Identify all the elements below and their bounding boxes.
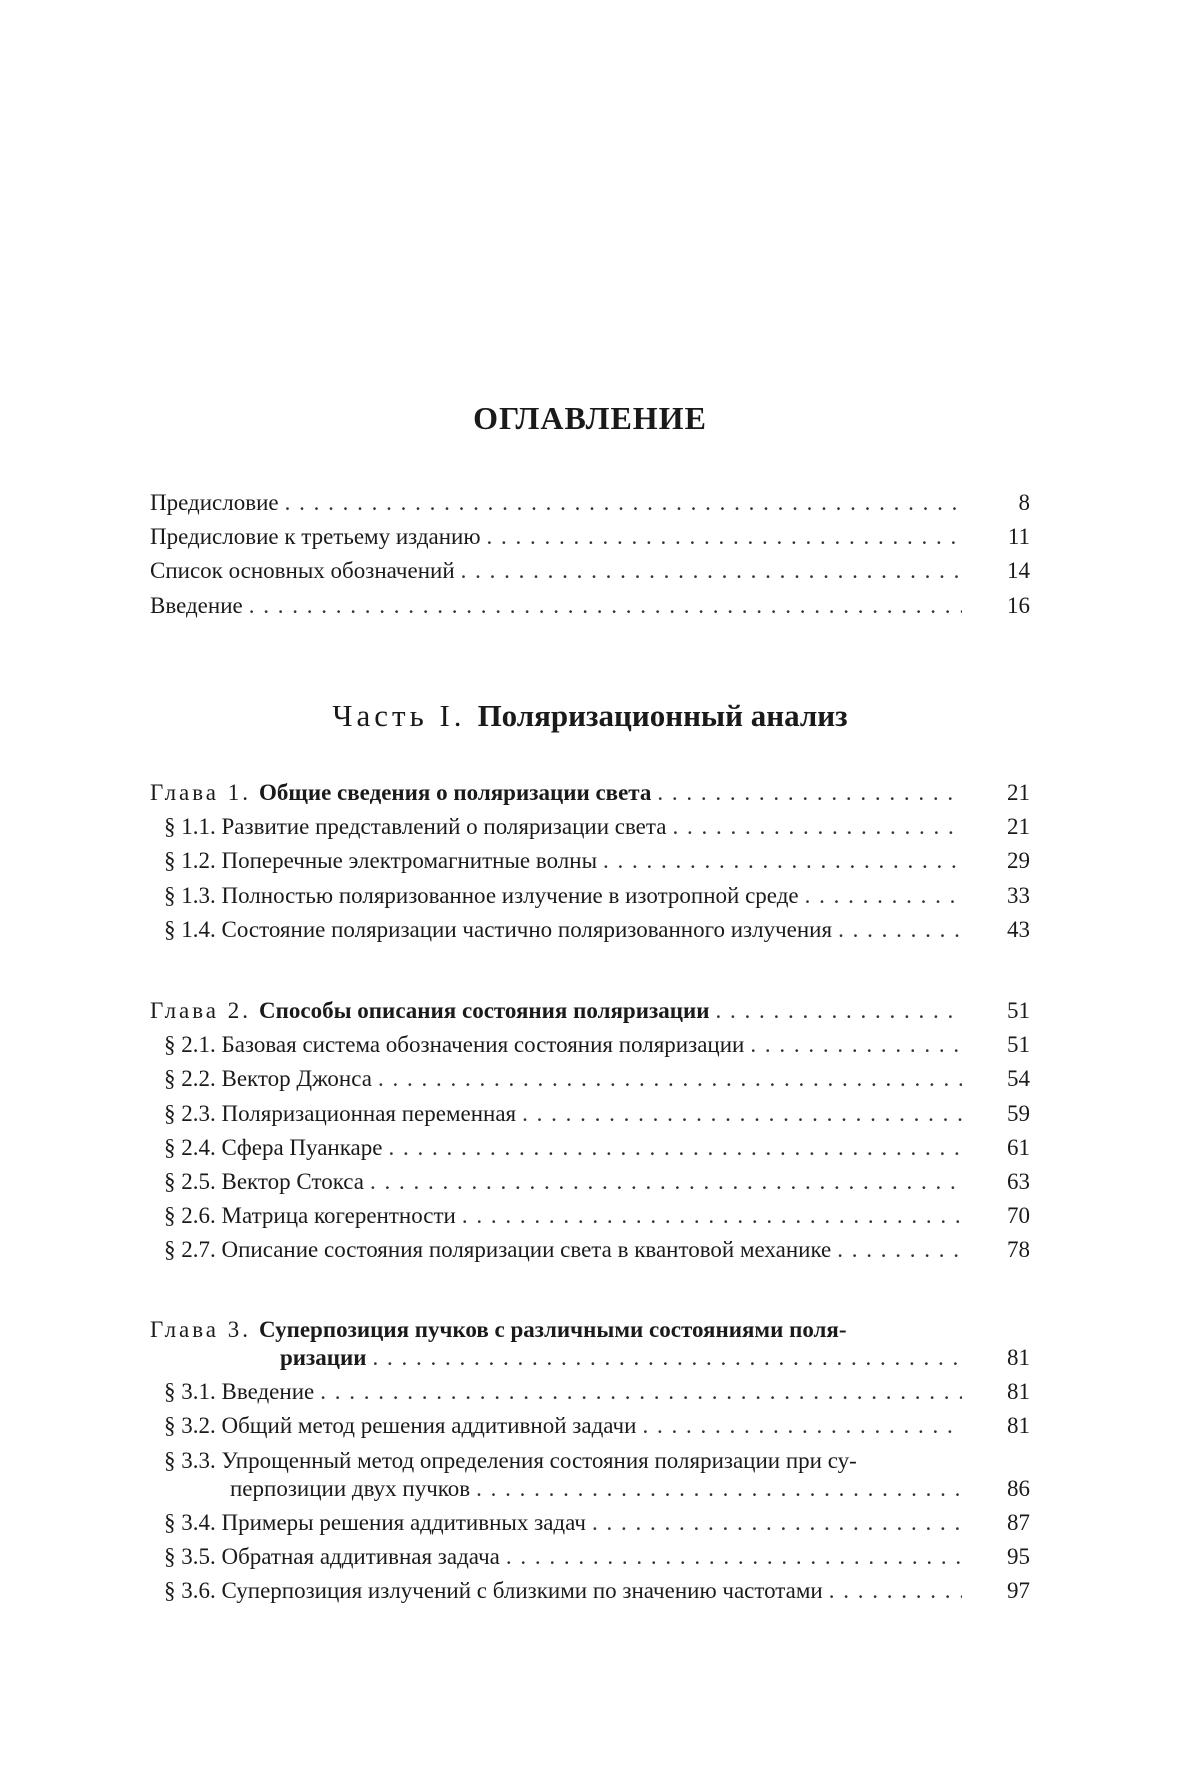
section-entry-line1[interactable] <box>150 1448 1030 1476</box>
leader-dots <box>837 1237 962 1263</box>
leader-dots <box>672 814 962 840</box>
leader-dots <box>249 593 962 619</box>
leader-dots <box>461 558 962 584</box>
section-label: § 3.6. Суперпозиция излучений с близкими по значению частотами <box>164 1578 823 1604</box>
page-number: 21 <box>1007 814 1030 840</box>
leader-dots <box>603 848 962 874</box>
page-number: 14 <box>1007 558 1030 584</box>
leader-dots <box>522 1101 962 1127</box>
page-number: 33 <box>1007 882 1030 908</box>
chapter-3-block <box>150 1317 1030 1612</box>
section-label: § 2.3. Поляризационная переменная <box>164 1100 517 1126</box>
leader-dots <box>370 1169 962 1195</box>
section-entry[interactable] <box>150 1578 1030 1612</box>
section-label: § 2.4. Сфера Пуанкаре <box>164 1134 383 1160</box>
section-entry[interactable] <box>150 1101 1030 1135</box>
leader-dots <box>838 917 962 943</box>
front-matter-list <box>150 490 1030 627</box>
leader-dots <box>642 1413 962 1439</box>
page-number: 81 <box>1007 1379 1030 1405</box>
page-number: 21 <box>1007 780 1030 805</box>
leader-dots <box>320 1379 962 1405</box>
section-label: § 2.6. Матрица когерентности <box>164 1203 456 1229</box>
page-number: 86 <box>1007 1475 1030 1501</box>
section-entry[interactable] <box>150 883 1030 917</box>
section-label: § 1.1. Развитие представлений о поляризации света <box>164 814 667 840</box>
section-entry[interactable] <box>150 1237 1030 1271</box>
page-number: 87 <box>1007 1509 1030 1535</box>
section-entry[interactable] <box>150 1066 1030 1100</box>
section-entry[interactable] <box>150 917 1030 951</box>
page-number: 63 <box>1007 1168 1030 1194</box>
chapter-1-block <box>150 780 1030 951</box>
leader-dots <box>829 1578 962 1604</box>
section-entry[interactable] <box>150 1510 1030 1544</box>
page-number: 11 <box>1007 524 1030 550</box>
toc-title: ОГЛАВЛЕНИЕ <box>473 400 707 436</box>
leader-dots <box>506 1544 962 1570</box>
section-entry[interactable] <box>150 848 1030 882</box>
toc-entry[interactable] <box>150 490 1030 524</box>
page-number: 97 <box>1007 1578 1030 1604</box>
page-number: 95 <box>1007 1543 1030 1569</box>
section-label: § 2.7. Описание состояния поляризации света в квантовой механике <box>164 1237 832 1263</box>
toc-entry[interactable] <box>150 558 1030 592</box>
section-entry[interactable] <box>150 1032 1030 1066</box>
leader-dots <box>715 998 962 1024</box>
section-entry[interactable] <box>150 1169 1030 1203</box>
section-entry[interactable] <box>150 1203 1030 1237</box>
chapter-name-continued: ризации <box>280 1345 367 1370</box>
chapter-entry-line2[interactable] <box>150 1345 1030 1379</box>
leader-dots <box>378 1066 962 1092</box>
page-number: 70 <box>1007 1203 1030 1229</box>
section-label: § 3.1. Введение <box>164 1379 315 1405</box>
leader-dots <box>373 1345 962 1371</box>
leader-dots <box>657 780 962 806</box>
section-label: § 3.5. Обратная аддитивная задача <box>164 1543 500 1569</box>
section-label: § 2.1. Базовая система обозначения состояния поляризации <box>164 1032 745 1058</box>
chapter-2-block <box>150 998 1030 1272</box>
page-number: 78 <box>1007 1237 1030 1263</box>
page-number: 16 <box>1007 592 1030 618</box>
part-label: Часть I. <box>332 698 466 733</box>
section-entry[interactable] <box>150 814 1030 848</box>
toc-entry[interactable] <box>150 524 1030 558</box>
section-label: § 1.3. Полностью поляризованное излучение в изотропной среде <box>164 882 799 908</box>
leader-dots <box>592 1510 962 1536</box>
page-number: 54 <box>1007 1066 1030 1092</box>
page-number: 8 <box>1018 490 1030 515</box>
part-title <box>150 698 1030 734</box>
section-label: § 3.2. Общий метод решения аддитивной задачи <box>164 1413 637 1439</box>
leader-dots <box>476 1476 962 1502</box>
part-name: Поляризационный анализ <box>477 698 848 733</box>
section-entry[interactable] <box>150 1379 1030 1413</box>
section-label: § 2.2. Вектор Джонса <box>164 1066 372 1092</box>
entry-label: Список основных обозначений <box>150 558 455 584</box>
chapter-label: Глава 2. <box>150 998 252 1023</box>
leader-dots <box>750 1032 962 1058</box>
leader-dots <box>487 524 962 550</box>
page-number: 59 <box>1007 1100 1030 1126</box>
page-number: 81 <box>1007 1413 1030 1439</box>
section-entry[interactable] <box>150 1413 1030 1447</box>
page-number: 43 <box>1007 916 1030 942</box>
leader-dots <box>462 1203 962 1229</box>
leader-dots <box>285 490 962 516</box>
section-label: § 3.3. Упрощенный метод определения состояния поляризации при су- <box>164 1447 857 1473</box>
chapter-label: Глава 1. <box>150 780 252 805</box>
leader-dots <box>388 1135 962 1161</box>
section-label: § 3.4. Примеры решения аддитивных задач <box>164 1509 586 1535</box>
entry-label: Введение <box>150 592 243 618</box>
section-label-continued: перпозиции двух пучков <box>230 1475 471 1501</box>
chapter-name: Суперпозиция пучков с различными состояниями поля- <box>259 1317 847 1342</box>
leader-dots <box>805 883 962 909</box>
section-entry-line2[interactable] <box>150 1476 1030 1510</box>
page-number: 61 <box>1007 1134 1030 1160</box>
chapter-entry[interactable] <box>150 998 1030 1032</box>
section-entry[interactable] <box>150 1135 1030 1169</box>
chapter-entry[interactable] <box>150 780 1030 814</box>
page-number: 51 <box>1007 998 1030 1023</box>
toc-entry[interactable] <box>150 593 1030 627</box>
page-number: 81 <box>1007 1345 1030 1370</box>
entry-label: Предисловие <box>150 490 279 515</box>
chapter-name: Способы описания состояния поляризации <box>259 998 710 1023</box>
entry-label: Предисловие к третьему изданию <box>150 524 481 550</box>
chapter-name: Общие сведения о поляризации света <box>259 780 652 805</box>
section-label: § 1.4. Состояние поляризации частично поляризованного излучения <box>164 916 833 942</box>
section-label: § 1.2. Поперечные электромагнитные волны <box>164 848 598 874</box>
chapter-entry-line1[interactable] <box>150 1317 1030 1345</box>
page-number: 29 <box>1007 848 1030 874</box>
chapter-label: Глава 3. <box>150 1317 252 1342</box>
page-number: 51 <box>1007 1032 1030 1058</box>
section-entry[interactable] <box>150 1544 1030 1578</box>
section-label: § 2.5. Вектор Стокса <box>164 1168 365 1194</box>
